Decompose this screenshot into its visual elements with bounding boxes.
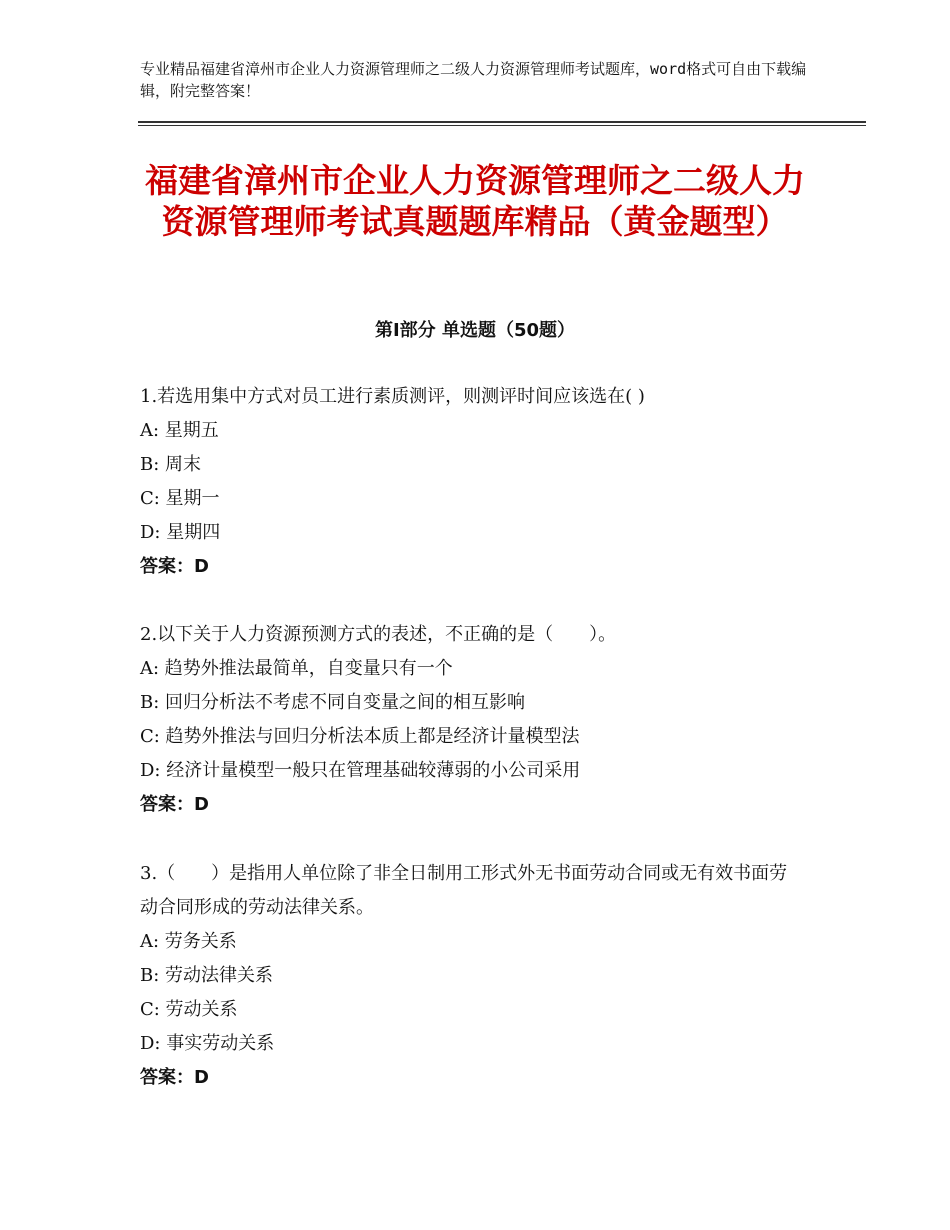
option-b: B: 劳动法律关系 [140,965,274,986]
option-d: D: 经济计量模型一般只在管理基础较薄弱的小公司采用 [140,760,581,781]
option-c: C: 星期一 [140,488,220,509]
option-d: D: 事实劳动关系 [140,1033,275,1054]
answer: 答案：D [140,1067,209,1088]
option-c: C: 劳动关系 [140,999,238,1020]
question-1 [140,380,840,584]
question-3 [140,857,800,1095]
answer: 答案：D [140,794,209,815]
question-text: 3.（ ）是指用人单位除了非全日制用工形式外无书面劳动合同或无有效书面劳动合同形成的劳动法律关系。 [140,863,788,918]
header-rule-thick [138,121,866,123]
header-rule-thin [138,125,866,126]
document-title: 福建省漳州市企业人力资源管理师之二级人力资源管理师考试真题题库精品（黄金题型） [145,161,805,241]
header-note: 专业精品福建省漳州市企业人力资源管理师之二级人力资源管理师考试题库，word格式可自由下载编辑，附完整答案！ [140,60,807,100]
answer: 答案：D [140,556,209,577]
option-b: B: 回归分析法不考虑不同自变量之间的相互影响 [140,692,526,713]
option-b: B: 周末 [140,454,202,475]
question-text: 1.若选用集中方式对员工进行素质测评，则测评时间应该选在( ) [140,386,645,407]
question-text: 2.以下关于人力资源预测方式的表述，不正确的是（ ）。 [140,624,617,645]
option-a: A: 趋势外推法最简单，自变量只有一个 [140,658,453,679]
option-d: D: 星期四 [140,522,221,543]
question-2 [140,618,840,822]
option-a: A: 星期五 [140,420,219,441]
option-c: C: 趋势外推法与回归分析法本质上都是经济计量模型法 [140,726,580,747]
option-a: A: 劳务关系 [140,931,237,952]
section-title: 第Ⅰ部分 单选题（50题） [374,320,575,341]
